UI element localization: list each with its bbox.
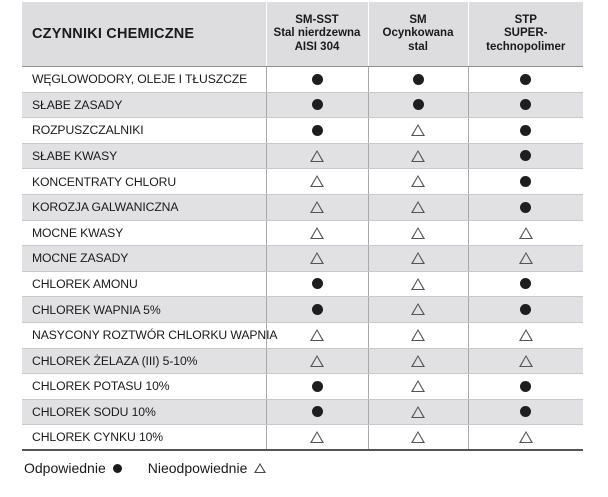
outline-triangle-icon (310, 175, 324, 187)
rating-cell (266, 297, 368, 323)
table-row (22, 194, 583, 220)
rating-cell (266, 246, 368, 272)
filled-circle-icon (520, 99, 531, 110)
legend-unsuitable-label: Nieodpowiednie (147, 460, 248, 476)
rating-cell (468, 143, 583, 169)
outline-triangle-icon (310, 355, 324, 367)
filled-circle-icon (520, 406, 531, 417)
row-label: CHLOREK POTASU 10% (22, 374, 266, 400)
outline-triangle-icon (254, 463, 266, 473)
row-label: CHLOREK WAPNIA 5% (22, 297, 266, 323)
rating-cell (468, 246, 583, 272)
rating-cell (266, 67, 368, 93)
outline-triangle-icon (411, 406, 425, 418)
rating-cell (468, 399, 583, 425)
rating-cell (368, 348, 468, 374)
legend-item-unsuitable (148, 460, 267, 476)
filled-circle-icon (520, 278, 531, 289)
outline-triangle-icon (519, 355, 533, 367)
filled-circle-icon (312, 381, 323, 392)
column-header-stp (468, 2, 583, 67)
outline-triangle-icon (411, 278, 425, 290)
row-label: MOCNE ZASADY (22, 246, 266, 272)
filled-circle-icon (312, 304, 323, 315)
outline-triangle-icon (411, 175, 425, 187)
rating-cell (368, 374, 468, 400)
outline-triangle-icon (519, 227, 533, 239)
filled-circle-icon (520, 202, 531, 213)
rating-cell (266, 92, 368, 118)
filled-circle-icon (520, 304, 531, 315)
row-label: CHLOREK SODU 10% (22, 399, 266, 425)
column-header-sm (368, 2, 468, 67)
legend-item-suitable (24, 460, 122, 476)
row-label: NASYCONY ROZTWÓR CHLORKU WAPNIA (22, 322, 266, 348)
rating-cell (368, 92, 468, 118)
column-header-stp-line-2: SUPER- (504, 27, 548, 40)
table-row (22, 271, 583, 297)
rating-cell (468, 271, 583, 297)
rating-cell (468, 92, 583, 118)
rating-cell (266, 220, 368, 246)
column-header-stp-line-1: STP (514, 13, 537, 26)
outline-triangle-icon (411, 252, 425, 264)
rating-cell (266, 194, 368, 220)
rating-cell (368, 297, 468, 323)
outline-triangle-icon (519, 252, 533, 264)
column-header-sm-line-3: stal (408, 40, 428, 53)
rating-cell (368, 67, 468, 93)
rating-cell (368, 194, 468, 220)
rating-cell (368, 246, 468, 272)
row-label: SŁABE KWASY (22, 143, 266, 169)
outline-triangle-icon (411, 303, 425, 315)
row-label: WĘGLOWODORY, OLEJE I TŁUSZCZE (22, 67, 266, 93)
filled-circle-icon (113, 464, 122, 473)
rating-cell (468, 67, 583, 93)
rating-cell (368, 425, 468, 451)
rating-cell (368, 143, 468, 169)
rating-cell (468, 348, 583, 374)
row-label: CHLOREK CYNKU 10% (22, 425, 266, 451)
rating-cell (468, 374, 583, 400)
table-row (22, 92, 583, 118)
outline-triangle-icon (411, 124, 425, 136)
outline-triangle-icon (310, 150, 324, 162)
outline-triangle-icon (411, 431, 425, 443)
rating-cell (468, 425, 583, 451)
rating-cell (266, 425, 368, 451)
legend (24, 460, 266, 476)
row-label: SŁABE ZASADY (22, 92, 266, 118)
chemical-resistance-table (22, 2, 583, 451)
filled-circle-icon (312, 406, 323, 417)
table-row (22, 246, 583, 272)
table-body (22, 67, 583, 451)
rating-cell (266, 374, 368, 400)
table-row (22, 220, 583, 246)
outline-triangle-icon (411, 329, 425, 341)
table-row (22, 118, 583, 144)
column-header-stp-line-3: technopolimer (486, 40, 566, 53)
filled-circle-icon (312, 99, 323, 110)
column-header-chemical-agents: CZYNNIKI CHEMICZNE (22, 2, 266, 67)
filled-circle-icon (312, 74, 323, 85)
filled-circle-icon (413, 99, 424, 110)
rating-cell (468, 220, 583, 246)
column-header-sm-line-2: Ocynkowana (382, 27, 454, 40)
outline-triangle-icon (411, 201, 425, 213)
table-row (22, 67, 583, 93)
outline-triangle-icon (310, 431, 324, 443)
rating-cell (368, 322, 468, 348)
outline-triangle-icon (519, 431, 533, 443)
rating-cell (368, 169, 468, 195)
rating-cell (468, 194, 583, 220)
table-row (22, 297, 583, 323)
rating-cell (266, 322, 368, 348)
filled-circle-icon (312, 125, 323, 136)
rating-cell (368, 220, 468, 246)
outline-triangle-icon (310, 201, 324, 213)
column-header-sm-sst-line-3: AISI 304 (294, 40, 340, 53)
outline-triangle-icon (411, 355, 425, 367)
rating-cell (468, 118, 583, 144)
rating-cell (368, 271, 468, 297)
rating-cell (468, 322, 583, 348)
outline-triangle-icon (310, 329, 324, 341)
rating-cell (266, 118, 368, 144)
row-label: CHLOREK AMONU (22, 271, 266, 297)
column-header-sm-sst-line-2: Stal nierdzewna (273, 27, 361, 40)
filled-circle-icon (413, 74, 424, 85)
rating-cell (368, 399, 468, 425)
row-label: MOCNE KWASY (22, 220, 266, 246)
rating-cell (266, 271, 368, 297)
rating-cell (468, 297, 583, 323)
table-row (22, 348, 583, 374)
outline-triangle-icon (310, 227, 324, 239)
filled-circle-icon (520, 125, 531, 136)
outline-triangle-icon (411, 227, 425, 239)
rating-cell (266, 399, 368, 425)
row-label: KONCENTRATY CHLORU (22, 169, 266, 195)
table-row (22, 169, 583, 195)
outline-triangle-icon (519, 329, 533, 341)
rating-cell (368, 118, 468, 144)
column-header-sm-line-1: SM (409, 13, 427, 26)
filled-circle-icon (520, 176, 531, 187)
table-row (22, 425, 583, 451)
outline-triangle-icon (411, 380, 425, 392)
table-header (22, 2, 583, 67)
legend-suitable-label: Odpowiednie (24, 460, 106, 476)
filled-circle-icon (520, 150, 531, 161)
rating-cell (266, 169, 368, 195)
row-label: CHLOREK ŻELAZA (III) 5-10% (22, 348, 266, 374)
column-header-sm-sst (266, 2, 368, 67)
outline-triangle-icon (411, 150, 425, 162)
rating-cell (468, 169, 583, 195)
row-label: ROZPUSZCZALNIKI (22, 118, 266, 144)
table (22, 2, 583, 451)
filled-circle-icon (520, 74, 531, 85)
outline-triangle-icon (310, 252, 324, 264)
filled-circle-icon (312, 278, 323, 289)
table-row (22, 143, 583, 169)
rating-cell (266, 348, 368, 374)
row-label: KOROZJA GALWANICZNA (22, 194, 266, 220)
table-row (22, 374, 583, 400)
column-header-sm-sst-line-1: SM-SST (295, 13, 339, 26)
table-row (22, 399, 583, 425)
table-header-row (22, 2, 583, 67)
rating-cell (266, 143, 368, 169)
filled-circle-icon (520, 381, 531, 392)
table-row (22, 322, 583, 348)
